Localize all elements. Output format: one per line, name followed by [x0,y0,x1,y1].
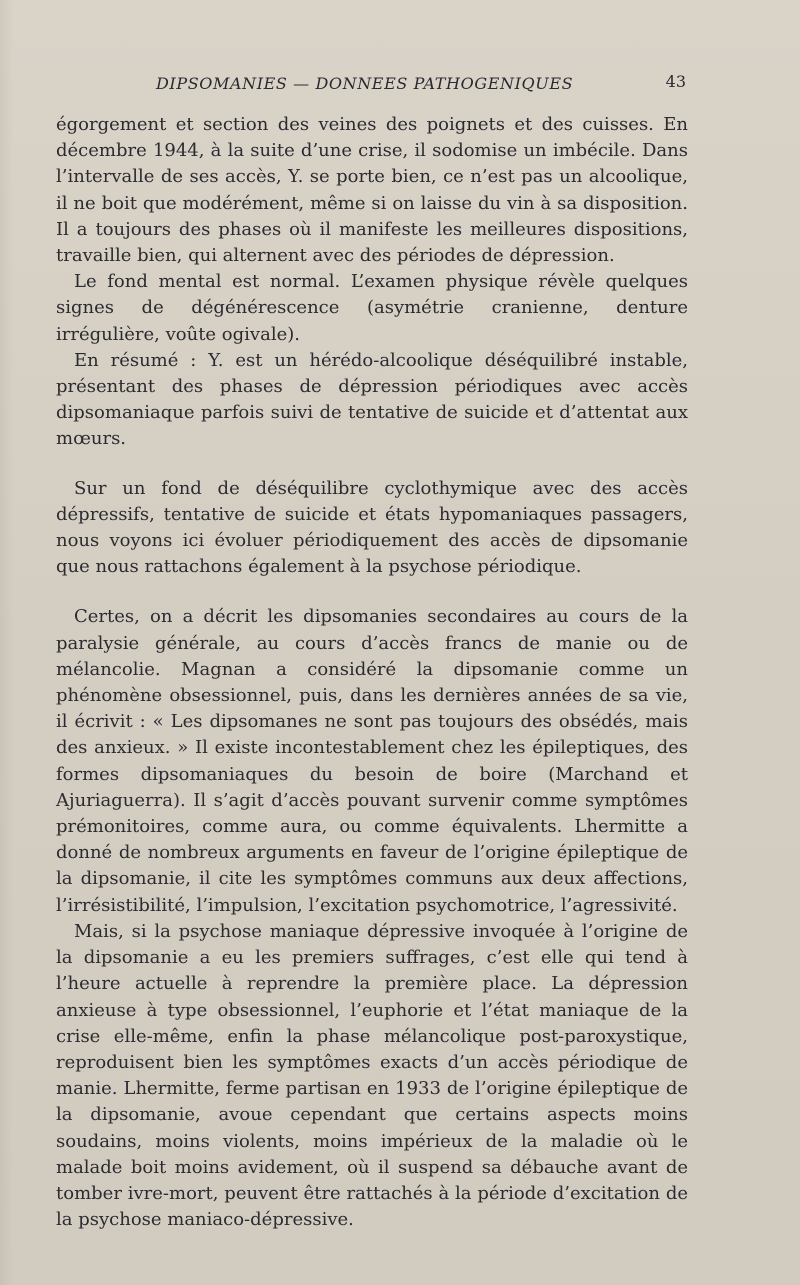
page-edge-shadow [0,0,14,1285]
running-head [56,72,686,100]
body-text [56,112,688,1233]
paragraph-secondary-dipsomanias: Certes, on a décrit les dipsomanies secondaires au cours de la paralysie générale, au cours d’accès francs de manie ou de mélancolie. Magnan a considéré la dipsomanie comme un phénomène obsessionnel, puis, dans les dernières années de sa vie, il écrivit : « Les dipsomanes ne sont pas toujours des obsédés, mais des anxieux. » Il existe incontestablement chez les épileptiques, des formes dipsomaniaques du besoin de boire (Marchand et Ajuriaguerra). Il s’agit d’accès pouvant survenir comme symptômes prémonitoires, comme aura, ou comme équivalents. Lhermitte a donné de nombreux arguments en faveur de l’origine épileptique de la dipsomanie, il cite les symptômes communs aux deux affections, l’irrésistibilité, l’impulsion, l’excitation psychomotrice, l’agressivité. [56,606,688,916]
paragraph-cyclothymic: Sur un fond de déséquilibre cyclothymique avec des accès dépressifs, tentative de suicide et états hypomaniaques passagers, nous voyons ici évoluer périodiquement des accès de dipsomanie que nous rattachons également à la psychose périodique. [56,477,688,578]
paragraph-summary: En résumé : Y. est un hérédo-alcoolique déséquilibré instable, présentant des phases de dépression périodiques avec accès dipsomaniaque parfois suivi de tentative de suicide et d’attentat aux mœurs. [56,349,688,450]
paragraph-mental-state: Le fond mental est normal. L’examen physique révèle quelques signes de dégénérescence (asymétrie cranienne, denture irrégulière, voûte ogivale). [56,271,688,345]
running-title: DIPSOMANIES — DONNEES PATHOGENIQUES [156,74,574,93]
section-gap [56,453,688,476]
paragraph-case-description: égorgement et section des veines des poignets et des cuisses. En décembre 1944, à la suite d’une crise, il sodomise un imbécile. Dans l’intervalle de ses accès, Y. se porte bien, ce n’est pas un alcoolique, il ne boit que modérément, même si on laisse du vin à sa disposition. Il a toujours des phases où il manifeste les meilleures dispositions, travaille bien, qui alternent avec des périodes de dépression. [56,114,688,267]
section-gap [56,580,688,604]
page-number: 43 [665,72,686,91]
paragraph-manic-depressive: Mais, si la psychose maniaque dépressive invoquée à l’origine de la dipsomanie a eu les premiers suffrages, c’est elle qui tend à l’heure actuelle à reprendre la première place. La dépression anxieuse à type obsessionnel, l’euphorie et l’état maniaque de la crise elle-même, enfin la phase mélancolique post-paroxystique, reproduisent bien les symptômes exacts d’un accès périodique de manie. Lhermitte, ferme partisan en 1933 de l’origine épileptique de la dipsomanie, avoue cependant que certains aspects moins soudains, moins violents, moins impérieux de la maladie où le malade boit moins avidement, où il suspend sa débauche avant de tomber ivre-mort, peuvent être rattachés à la période d’excitation de la psychose maniaco-dépressive. [56,920,688,1231]
